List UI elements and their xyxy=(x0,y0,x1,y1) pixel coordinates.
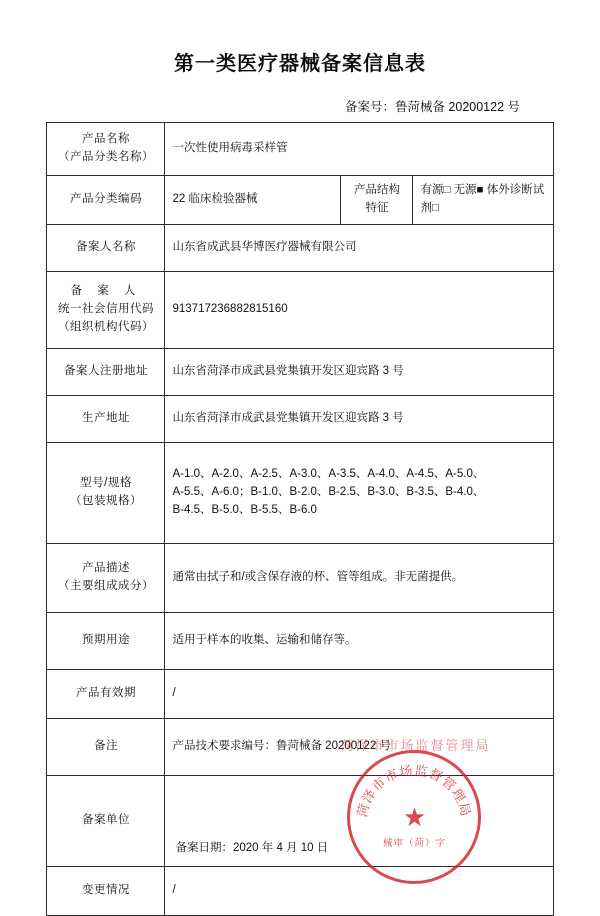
table-row xyxy=(47,395,553,442)
svg-text:菏泽市市场监督管理局: 菏泽市市场监督管理局 xyxy=(354,762,475,819)
row-value-registered-address: 山东省菏泽市成武县党集镇开发区迎宾路 3 号 xyxy=(165,348,553,395)
models-line-2: A-5.5、A-6.0；B-1.0、B-2.0、B-2.5、B-3.0、B-3.5、B-4.0、 xyxy=(172,485,485,498)
row-label-intended-use: 预期用途 xyxy=(47,612,165,669)
row-label-product-name xyxy=(47,123,165,176)
label-line-2: （主要组成成分） xyxy=(57,579,154,592)
row-label-classification-code: 产品分类编码 xyxy=(47,176,165,225)
table-row xyxy=(47,612,553,669)
table-row xyxy=(47,348,553,395)
seal-sub-text: 械审（菏）字 xyxy=(382,837,446,849)
page-title: 第一类医疗器械备案信息表 xyxy=(174,53,426,75)
models-line-1: A-1.0、A-2.0、A-2.5、A-3.0、A-3.5、A-4.0、A-4.5、A-5.0、 xyxy=(172,467,485,480)
row-value-production-address: 山东省菏泽市成武县党集镇开发区迎宾路 3 号 xyxy=(165,395,553,442)
label-line-2: （产品分类名称） xyxy=(57,151,154,163)
row-label-registered-address: 备案人注册地址 xyxy=(47,348,165,395)
table-row xyxy=(47,224,553,271)
row-label-models xyxy=(47,442,165,543)
row-value-intended-use: 适用于样本的收集、运输和储存等。 xyxy=(165,612,553,669)
label-line-2: 统一社会信用代码 xyxy=(57,302,154,315)
row-value-validity: / xyxy=(165,669,553,718)
filing-information-table xyxy=(46,122,553,916)
table-row xyxy=(47,718,553,775)
table-row xyxy=(47,123,553,176)
label-line-1: 型号/规格 xyxy=(80,476,132,489)
row-value-models xyxy=(165,442,553,543)
row-value-structure-feature: 有源□ 无源■ 体外诊断试剂□ xyxy=(413,176,553,225)
table-row xyxy=(47,775,553,866)
row-value-classification-code: 22 临床检验器械 xyxy=(165,176,341,225)
sub-label-text: 产品结构特征 xyxy=(353,184,400,214)
row-value-filer-name: 山东省成武县华博医疗器械有限公司 xyxy=(165,224,553,271)
record-number: 备案号：鲁菏械备 20200122 号 xyxy=(344,100,520,114)
table-row xyxy=(47,669,553,718)
table-row xyxy=(47,442,553,543)
filing-date: 备案日期：2020 年 4 月 10 日 xyxy=(175,841,329,854)
row-label-filing-unit: 备案单位 xyxy=(47,775,165,866)
document-page xyxy=(0,47,600,896)
seal-ghost-text: 菏泽市市场监督管理局 xyxy=(340,737,491,753)
row-value-product-name: 一次性使用病毒采样管 xyxy=(165,123,553,176)
row-value-credit-code: 913717236882815160 xyxy=(165,271,553,348)
table-row xyxy=(47,866,553,915)
row-value-remarks: 产品技术要求编号：鲁菏械备 20200122 号 xyxy=(165,718,553,775)
row-label-remarks: 备注 xyxy=(47,718,165,775)
table-row xyxy=(47,271,553,348)
row-label-validity: 产品有效期 xyxy=(47,669,165,718)
row-label-changes: 变更情况 xyxy=(47,866,165,915)
label-line-3: （组织机构代码） xyxy=(57,320,154,333)
row-label-credit-code xyxy=(47,271,165,348)
row-value-product-description: 通常由拭子和/或含保存液的杯、管等组成。非无菌提供。 xyxy=(165,543,553,612)
models-line-3: B-4.5、B-5.0、B-5.5、B-6.0 xyxy=(172,503,317,516)
row-label-filer-name: 备案人名称 xyxy=(47,224,165,271)
row-label-product-description xyxy=(47,543,165,612)
table-row xyxy=(47,543,553,612)
row-label-production-address: 生产地址 xyxy=(47,395,165,442)
label-line-1: 产品名称 xyxy=(81,133,130,146)
label-line-2: （包装规格） xyxy=(69,494,142,507)
seal-star-icon: ★ xyxy=(402,801,427,832)
table-row xyxy=(47,176,553,225)
label-line-1: 备 案 人 xyxy=(70,284,142,297)
row-value-changes: / xyxy=(165,866,553,915)
label-line-1: 产品描述 xyxy=(81,561,130,574)
row-label-structure-feature xyxy=(341,176,413,225)
